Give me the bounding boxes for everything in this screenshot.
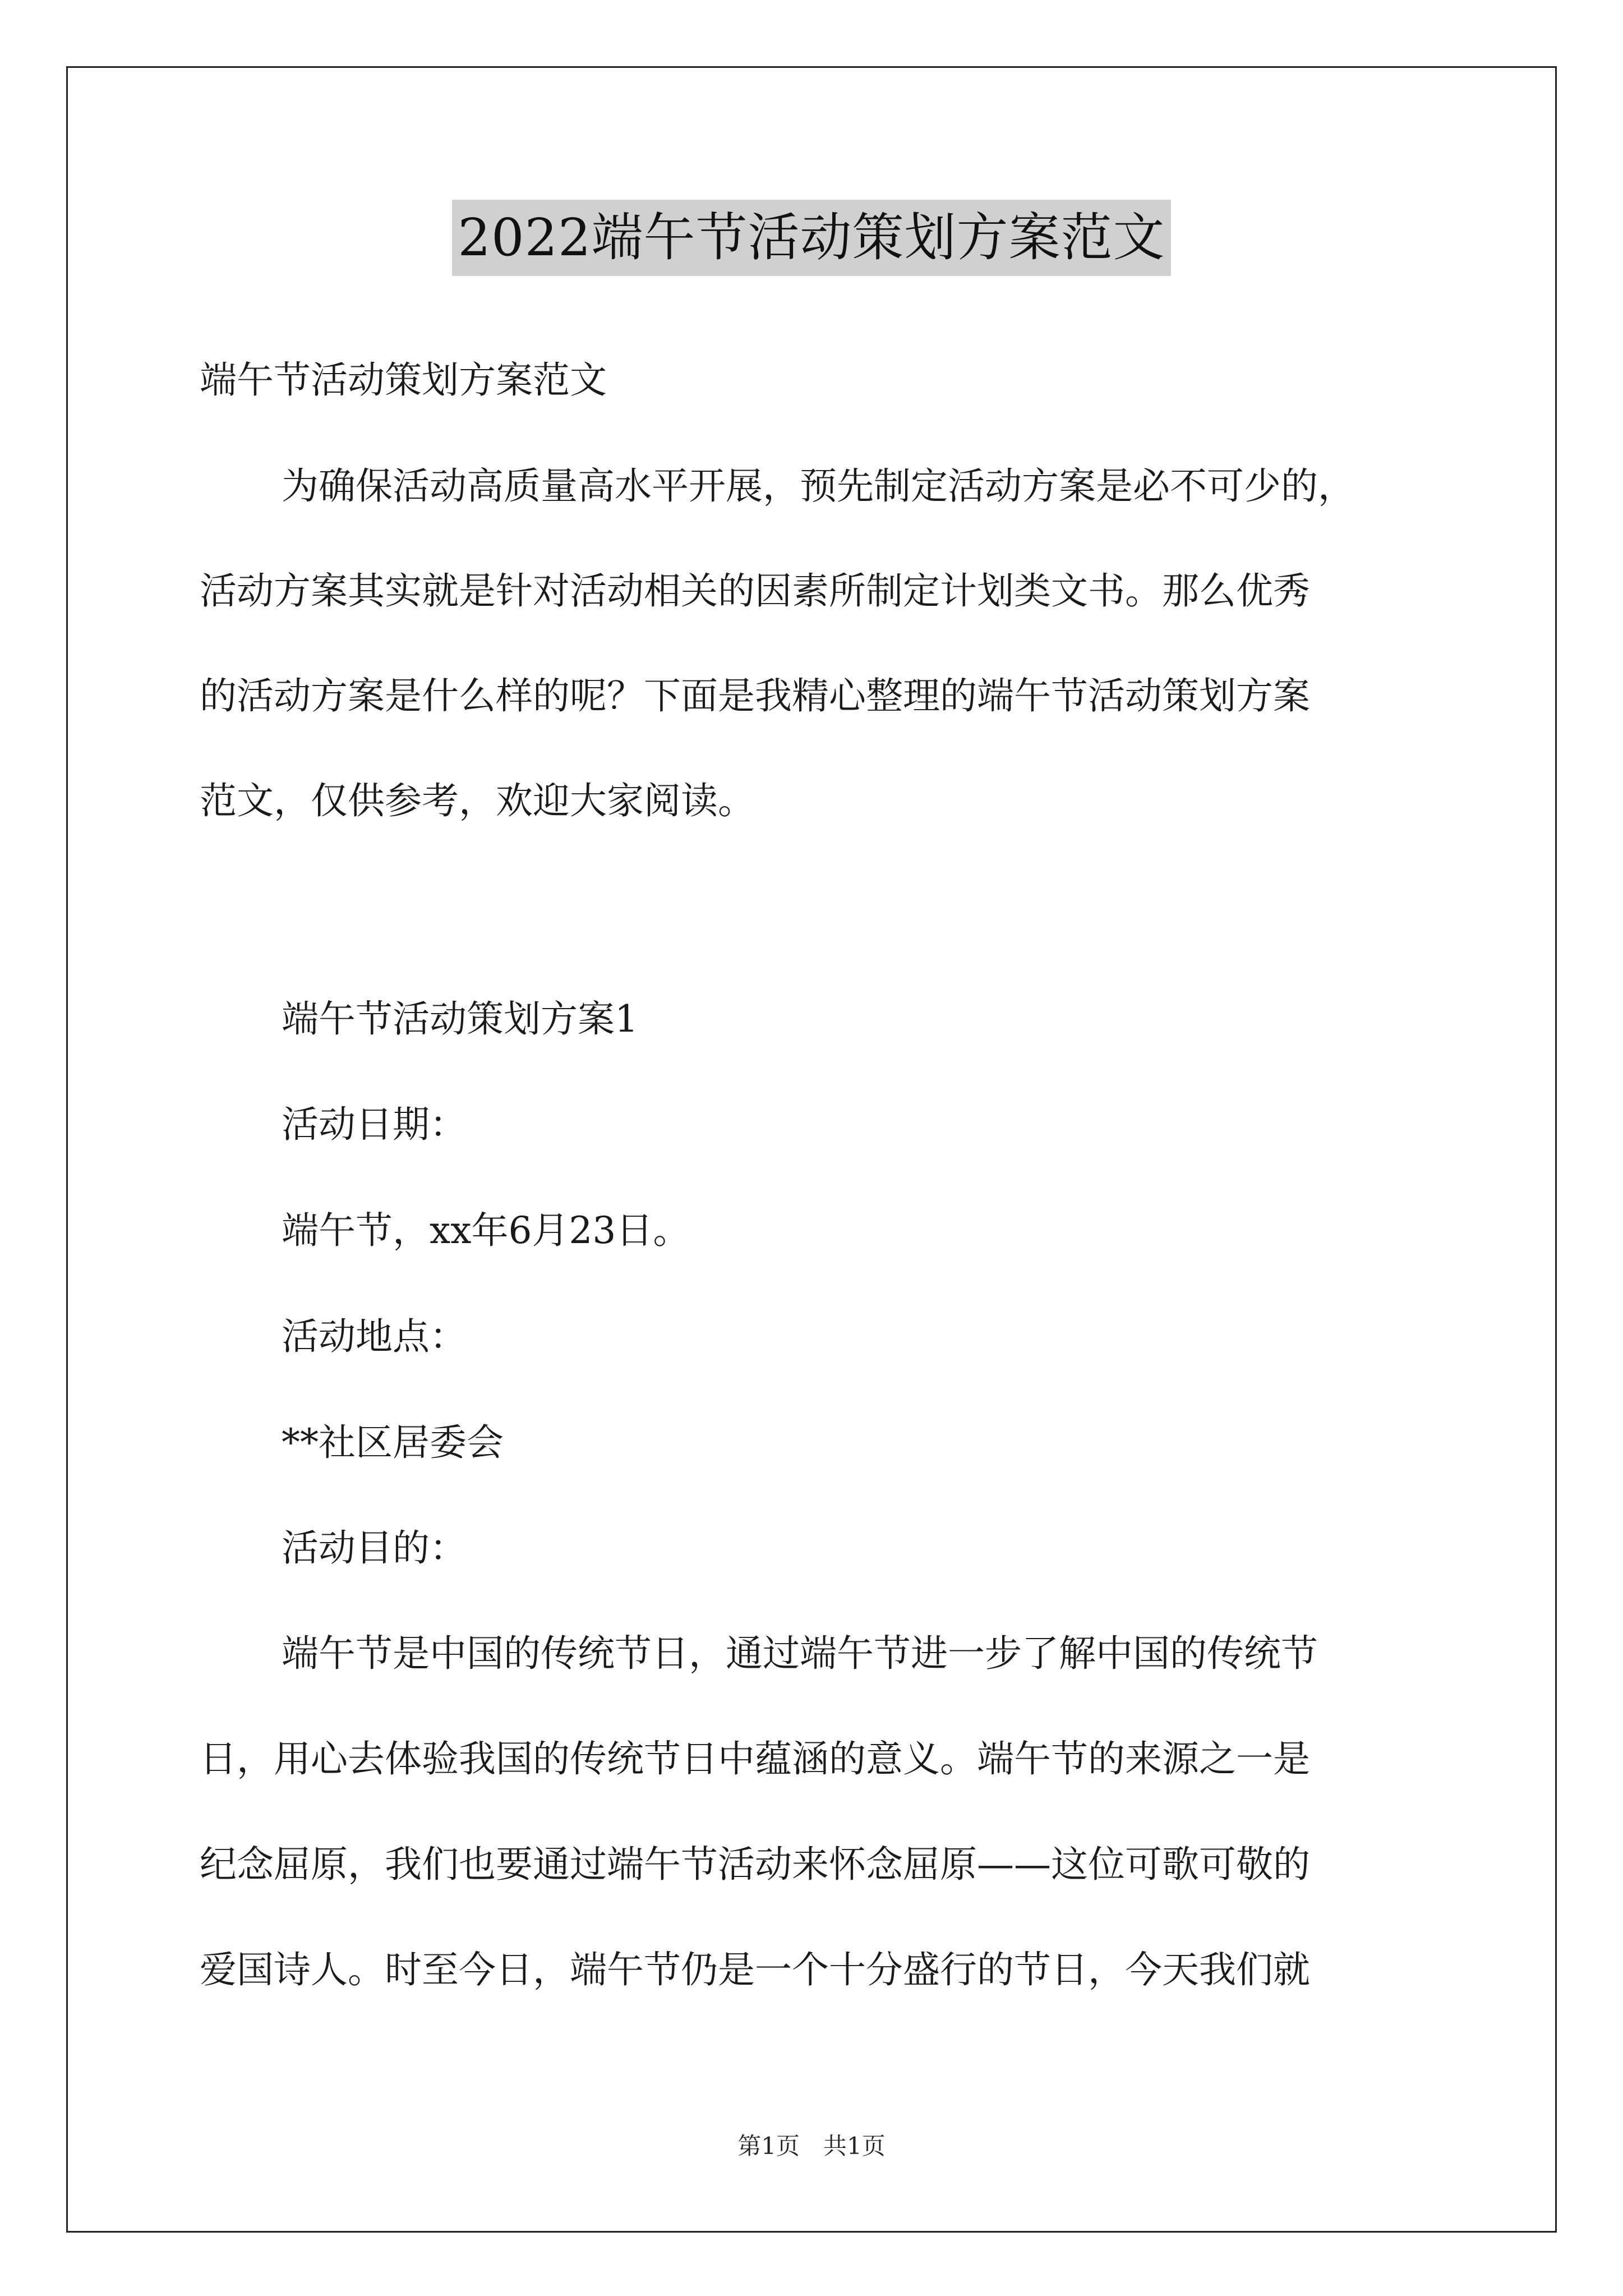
section-heading: 端午节活动策划方案1 [282, 997, 638, 1041]
intro-line-2: 活动方案其实就是针对活动相关的因素所制定计划类文书。那么优秀 [200, 569, 1310, 613]
purpose-line-3: 纪念屈原，我们也要通过端午节活动来怀念屈原——这位可歌可敬的 [200, 1843, 1310, 1886]
location-value: **社区居委会 [282, 1421, 504, 1464]
title-container [0, 200, 1623, 276]
intro-line-4: 范文，仅供参考，欢迎大家阅读。 [200, 779, 755, 822]
document-title: 2022端午节活动策划方案范文 [452, 200, 1170, 276]
date-value: 端午节，xx年6月23日。 [282, 1209, 690, 1252]
purpose-line-4: 爱国诗人。时至今日，端午节仍是一个十分盛行的节日，今天我们就 [200, 1948, 1310, 1991]
intro-line-1: 为确保活动高质量高水平开展，预先制定活动方案是必不可少的， [282, 464, 1355, 508]
purpose-line-2: 日，用心去体验我国的传统节日中蕴涵的意义。端午节的来源之一是 [200, 1737, 1310, 1780]
page-footer: 第1页 共1页 [737, 2132, 886, 2160]
location-label: 活动地点： [282, 1315, 467, 1358]
intro-line-3: 的活动方案是什么样的呢？下面是我精心整理的端午节活动策划方案 [200, 674, 1310, 717]
date-label: 活动日期： [282, 1103, 467, 1146]
document-subtitle: 端午节活动策划方案范文 [200, 358, 607, 402]
purpose-line-1: 端午节是中国的传统节日，通过端午节进一步了解中国的传统节 [282, 1632, 1318, 1675]
purpose-label: 活动目的： [282, 1526, 467, 1570]
